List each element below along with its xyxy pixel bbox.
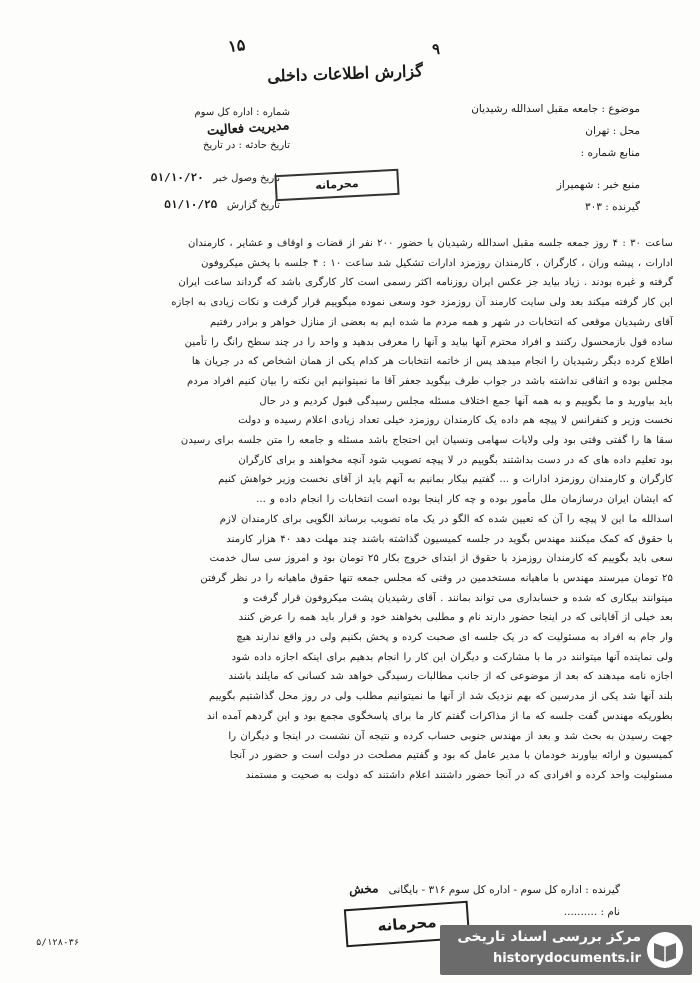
recipient-label: شماره : اداره کل سوم bbox=[194, 107, 290, 118]
body-line: این کار گرفته میکند بعد ولی سایت کارمند آن روزمزد خود وسعی نموده میگوییم قرار گرفت و نکات زیادی به اجازه bbox=[171, 297, 673, 309]
body-line: ولی نماینده آنها میتوانند در ما با مشارکت و دیگران این کار را انجام بدهیم برای اینکه اجازه داده شود bbox=[231, 651, 673, 663]
subject-line: موضوع : جامعه مقبل اسدالله رشیدیان bbox=[471, 103, 640, 115]
handwritten-recipient: مدیریت فعالیت bbox=[206, 118, 291, 139]
body-line: بود تعلیم داده های که در دست بداشتند بگوییم در لا پیچه تصویب شود آنچه مخواهند و برای کارگران bbox=[238, 454, 673, 466]
dispatch-label: تاریخ حادثه : در تاریخ bbox=[203, 140, 290, 151]
source-mark: نام : .......... bbox=[563, 906, 620, 918]
receipt-date: ۵۱/۱۰/۲۰ bbox=[150, 171, 204, 184]
book-logo-icon bbox=[646, 931, 684, 969]
body-line: باید بیاورید و ما بگوییم و به همه آنها جمع اختلاف مسئله مجلس رسیدگی قبول کردیم و در حال bbox=[259, 395, 673, 407]
body-line: سعی باید بگوییم که کارمندان روزمزد با حقوق از ابتدای خروج بکار ۲۵ تومان بود و امروز سی سال خدمت bbox=[209, 553, 673, 565]
report-date-label: تاریخ گزارش bbox=[226, 200, 280, 211]
top-handwritten-mark-right: ۹ bbox=[432, 40, 441, 58]
body-line: سقا ها را گفتی وقتی بود ولی ولایات سهامی ونسیان این احتجاج باشد مسئله و جامعه را متن جلسه برای رسیدن bbox=[180, 435, 673, 447]
body-line: اجازه نامه میدهند که بعد از موضوعی که از جانب مطالبات رسیدگی خواهد شد کسانی که مایلند باشند bbox=[228, 671, 673, 683]
body-line: مجلس بوده و اتفاقی نداشته باشد در جواب طرف بیگوید جعفر آقا ما نمیتوانیم این نکته را بیان کنیم افراد مردم bbox=[186, 375, 673, 387]
body-line: ۲۵ تومان میرسند مهندس با ماهیانه مستخدمین در وقتی که مجلس جمعه تنها حقوق ماهیانه را در نظر گرفتن bbox=[200, 572, 673, 584]
body-line: میتوانند بیکاری که شده و حسابداری می تواند بمانند . آقای رشیدیان پشت میکروفون قرار گرفت و bbox=[243, 592, 673, 604]
report-body bbox=[28, 234, 673, 786]
body-line: کارگران و کارمندان روزمزد ادارات و ... گفتیم بیکار بمانیم به آنهم باید از آقای نخست وزیر خواهش کنیم bbox=[218, 474, 673, 486]
header-fields-right bbox=[310, 98, 640, 218]
body-line: با حقوق که کمک میکنند مهندس بگوید در جلسه کمیسیون گذاشته باشند چند مهلت دهد ۴۰ هزار کارمند bbox=[226, 533, 673, 545]
body-line: بعد خیلی از آقایانی که در اینجا حضور دارند نام و مطلبی بخواهند خود و قرار باید همه را عرض کنند bbox=[238, 612, 673, 624]
body-line: که ایشان ایران درسازمان ملل مأمور بوده و چه کار اینجا بوده است انتخابات را انجام داده و ... bbox=[256, 494, 673, 506]
page-number: ۵/۱۲۸-۳۶ bbox=[36, 938, 80, 948]
body-line: مسئولیت واحد کرده و افرادی که در آنجا حضور داشتند اعلام داشتند که دولت به صحیت و مستمند bbox=[245, 769, 673, 781]
body-line: وار جام به افراد به مسئولیت که در یک جلسه ای صحبت کرده و پخش بکنیم ولی در واقع ندارند هیچ bbox=[236, 632, 673, 644]
watermark-persian: مرکز بررسی اسناد تاریخی bbox=[457, 929, 641, 945]
body-line: ساعت ۳۰ : ۴ روز جمعه جلسه مقبل اسدالله رشیدیان با حضور ۲۰۰ نفر از قضات و اوقاف و عشایر ، کارمندان bbox=[188, 238, 673, 249]
source-line: منابع شماره : bbox=[580, 147, 640, 159]
body-line: ساده قول بازمحسول رکنند و افراد محترم آنها بیاید و آنها را معرفی بدهید و واحد را در چند سطح رانگ را تأمین bbox=[184, 336, 673, 348]
body-line: ادارات ، پیشه وران ، کارگران ، کارمندان روزمزد ادارات تشکیل شد ساعت ۱۰ : ۴ جلسه با پخش میکروفون bbox=[201, 257, 673, 269]
confidential-stamp-bottom: محرمانه bbox=[344, 901, 470, 948]
reference-line: گیرنده : ۳۰۳ bbox=[584, 201, 640, 213]
cc-line: گیرنده : اداره کل سوم - اداره کل سوم ۳۱۶ - بایگانی bbox=[388, 884, 620, 896]
place-line: محل : تهران bbox=[585, 125, 640, 137]
watermark-url: historydocuments.ir bbox=[492, 951, 641, 966]
confidential-stamp-top: محرمانه bbox=[274, 169, 399, 201]
body-line: بطوریکه مهندس گفت جلسه که ما از مذاکرات گفتم کار ما برای پاسخگوی مجمع بود و این گردهم آمده اند bbox=[206, 710, 673, 722]
dates-block bbox=[40, 165, 280, 219]
body-line: گرفته و غیره بودند . زیاد بیاید جز عکس ایران روزنامه اکثر رسمی است کار کارگری باشد که گرداند ساعت ایران bbox=[178, 277, 673, 289]
document-title: گزارش اطلاعات داخلی bbox=[266, 61, 424, 86]
report-date: ۵۱/۱۰/۲۵ bbox=[164, 198, 218, 211]
archive-watermark bbox=[440, 925, 692, 975]
body-line: نخست وزیر و کنفرانس لا پیچه هم داده یک کارمندان روزمزد خیلی تعداد زیادی اعلام رسیده و دولت bbox=[238, 415, 673, 427]
top-handwritten-mark: ۱۵ bbox=[226, 34, 247, 57]
header-fields-left bbox=[40, 105, 290, 154]
body-line: جهت رسیدن به بحث شد و بعد از مهندس جنوبی حساب کرده و نتیجه آن نشست در اینجا و دیگران را bbox=[228, 730, 673, 742]
receipt-date-label: تاریخ وصول خبر bbox=[213, 173, 280, 184]
city-line: منبع خبر : شهمیراز bbox=[556, 179, 640, 191]
body-line: اطلاع کرده دیگر رشیدیان را انجام میدهد پس از خاتمه انتخابات هر کدام یکی از همان اشخاص که در جریان ها bbox=[191, 356, 673, 368]
signature: مخش bbox=[348, 881, 379, 897]
body-line: اسدالله ما این لا پیچه را آن که تعیین شده که الگو در یک ماه تصویب برساند الگویی برای کارمندان لازم bbox=[219, 513, 673, 525]
body-line: آقای رشیدیان موقعی که انتخابات در شهر و همه مردم ما شده ایم به بعضی از منازل خواهر و برادر رفتیم bbox=[209, 316, 673, 328]
body-line: بلند آنها شد یکی از مدرسین که بهم نزدیک شد از آنها ما نمیتوانیم مطلب ولی در روز محل گذاشتیم بگوییم bbox=[209, 691, 673, 703]
body-line: کمیسیون و ارائه بیاورند خودمان با مدیر عامل که بود و گفتیم مصلحت در دولت است و حضور در آنجا bbox=[229, 750, 673, 762]
footer-block bbox=[60, 878, 620, 923]
